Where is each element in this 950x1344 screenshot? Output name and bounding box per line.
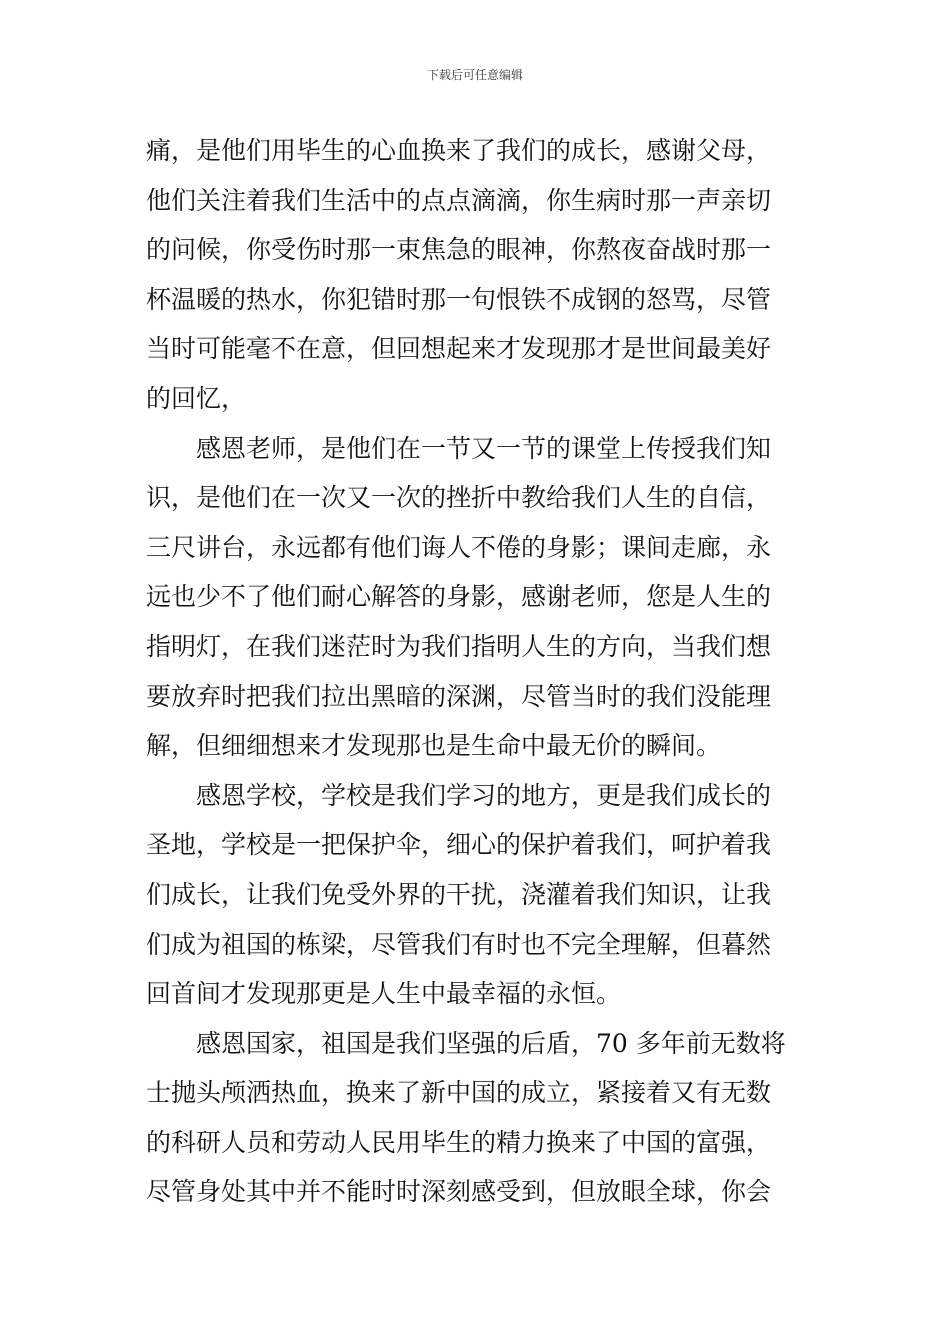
text-line: 感恩国家，祖国是我们坚强的后盾，70 多年前无数将 — [196, 1028, 786, 1058]
text-line: 们成长，让我们免受外界的干扰，浇灌着我们知识，让我 — [146, 879, 772, 909]
document-body — [146, 126, 806, 1217]
text-line: 三尺讲台，永远都有他们诲人不倦的身影；课间走廊，永 — [146, 532, 772, 562]
text-line: 士抛头颅洒热血，换来了新中国的成立，紧接着又有无数 — [146, 1078, 772, 1108]
text-line: 的科研人员和劳动人民用毕生的精力换来了中国的富强， — [146, 1127, 772, 1157]
text-line: 解，但细细想来才发现那也是生命中最无价的瞬间。 — [146, 731, 722, 761]
text-line: 要放弃时把我们拉出黑暗的深渊，尽管当时的我们没能理 — [146, 681, 772, 711]
text-line: 识，是他们在一次又一次的挫折中教给我们人生的自信， — [146, 483, 772, 513]
text-line: 感恩老师，是他们在一节又一节的课堂上传授我们知 — [196, 433, 772, 463]
text-line: 回首间才发现那更是人生中最幸福的永恒。 — [146, 979, 622, 1009]
text-line: 他们关注着我们生活中的点点滴滴，你生病时那一声亲切 — [146, 185, 772, 215]
text-line: 杯温暖的热水，你犯错时那一句恨铁不成钢的怒骂，尽管 — [146, 284, 772, 314]
text-line: 的回忆， — [146, 383, 247, 413]
page-header: 下载后可任意编辑 — [426, 68, 523, 82]
text-line: 的问候，你受伤时那一束焦急的眼神，你熬夜奋战时那一 — [146, 235, 772, 265]
text-line: 痛，是他们用毕生的心血换来了我们的成长，感谢父母， — [146, 136, 772, 165]
text-line: 远也少不了他们耐心解答的身影，感谢老师，您是人生的 — [146, 582, 772, 612]
text-line: 当时可能毫不在意，但回想起来才发现那才是世间最美好 — [146, 334, 772, 364]
text-line: 尽管身处其中并不能时时深刻感受到，但放眼全球，你会 — [146, 1177, 772, 1207]
text-line: 感恩学校，学校是我们学习的地方，更是我们成长的 — [196, 780, 772, 810]
text-line: 圣地，学校是一把保护伞，细心的保护着我们，呵护着我 — [146, 830, 772, 860]
text-line: 指明灯，在我们迷茫时为我们指明人生的方向，当我们想 — [146, 631, 772, 661]
text-line: 们成为祖国的栋梁，尽管我们有时也不完全理解，但暮然 — [146, 929, 772, 959]
